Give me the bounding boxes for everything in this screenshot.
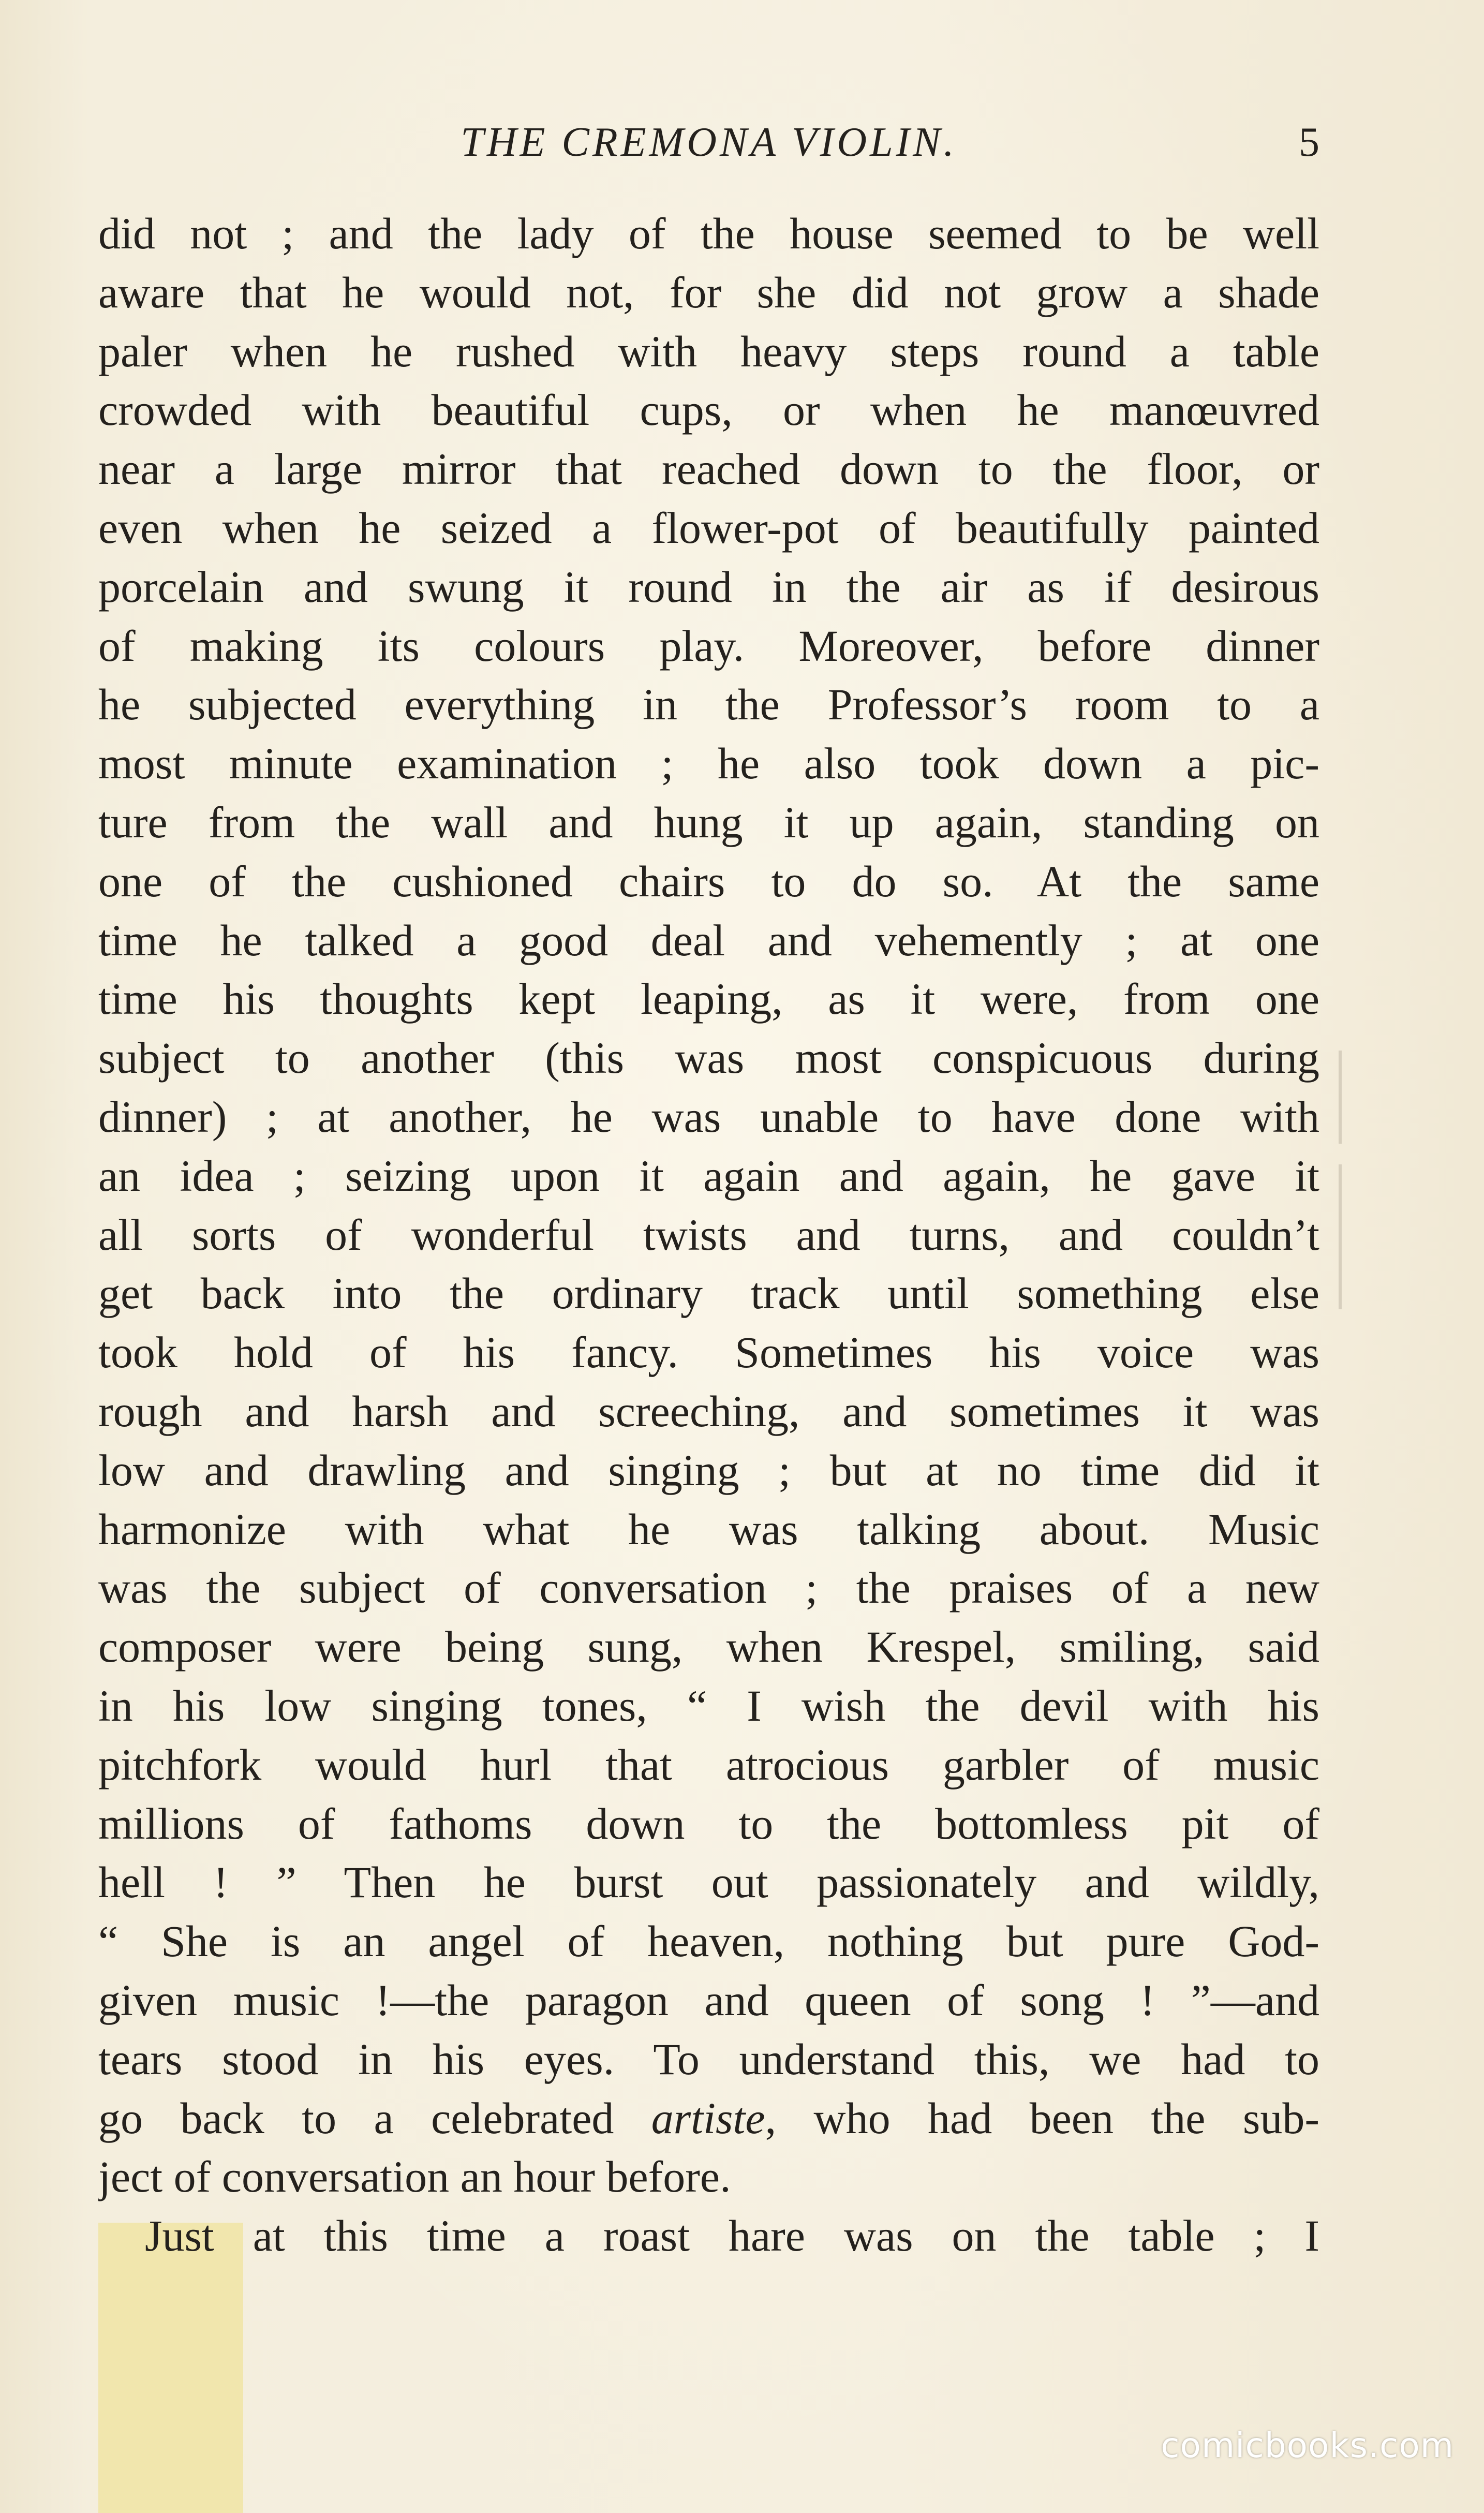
text-line: rough and harsh and screeching, and sometimes it was [98,1386,1319,1436]
text-line: all sorts of wonderful twists and turns, and couldn’t [98,1209,1319,1260]
text-line: harmonize with what he was talking about. Music [98,1504,1319,1554]
text-line: “ She is an angel of heaven, nothing but pure God- [98,1916,1319,1967]
text-line: in his low singing tones, “ I wish the devil with his [98,1680,1319,1731]
paper-stain [98,2223,243,2513]
body-text [98,204,1319,2266]
text-line: millions of fathoms down to the bottomless pit of [98,1798,1319,1849]
text-line: near a large mirror that reached down to the floor, or [98,444,1319,494]
text-line: low and drawling and singing ; but at no time did it [98,1445,1319,1495]
text-line: ture from the wall and hung it up again, standing on [98,797,1319,847]
text-line: an idea ; seizing upon it again and again, he gave it [98,1150,1319,1201]
text-line: time his thoughts kept leaping, as it were, from one [98,974,1319,1024]
text-line [98,2089,1319,2148]
text-line: get back into the ordinary track until something else [98,1268,1319,1319]
text-segment: go back to a celebrated [98,2093,651,2143]
text-line: porcelain and swung it round in the air as if desirous [98,561,1319,612]
page-header [98,111,1319,173]
text-line: subject to another (this was most conspicuous during [98,1033,1319,1083]
text-line: hell ! ” Then he burst out passionately and wildly, [98,1857,1319,1908]
text-line: he subjected everything in the Professor’s room to a [98,679,1319,730]
text-line: aware that he would not, for she did not grow a shade [98,267,1319,317]
page-edge-mark [1339,1051,1342,1144]
paragraph-end-line: ject of conversation an hour before. [98,2152,731,2202]
text-line: composer were being sung, when Krespel, smiling, said [98,1622,1319,1672]
page-number: 5 [1299,120,1319,165]
italic-word: artiste [651,2093,765,2143]
text-line: was the subject of conversation ; the praises of a new [98,1563,1319,1613]
text-line: even when he seized a flower-pot of beautifully painted [98,502,1319,553]
watermark-logo: comicbooks.com [1161,2426,1454,2465]
running-title: THE CREMONA VIOLIN. [461,120,957,165]
text-line: given music !—the paragon and queen of song ! ”—and [98,1975,1319,2025]
text-line: tears stood in his eyes. To understand this, we had to [98,2034,1319,2084]
text-segment: , who had been the sub- [765,2093,1319,2143]
page-edge-mark [1339,1164,1342,1309]
text-line: took hold of his fancy. Sometimes his voice was [98,1327,1319,1378]
text-line: paler when he rushed with heavy steps round a table [98,326,1319,376]
text-line: dinner) ; at another, he was unable to have done with [98,1091,1319,1142]
text-line: pitchfork would hurl that atrocious garbler of music [98,1739,1319,1790]
text-line: one of the cushioned chairs to do so. At the same [98,856,1319,906]
text-line: time he talked a good deal and vehemently ; at one [98,915,1319,965]
paragraph-start-line: Just at this time a roast hare was on the table ; I [145,2211,1319,2261]
text-line: most minute examination ; he also took down a pic- [98,738,1319,789]
text-line: did not ; and the lady of the house seemed to be well [98,209,1319,258]
text-line: crowded with beautiful cups, or when he manœuvred [98,385,1319,435]
text-line: of making its colours play. Moreover, before dinner [98,620,1319,671]
